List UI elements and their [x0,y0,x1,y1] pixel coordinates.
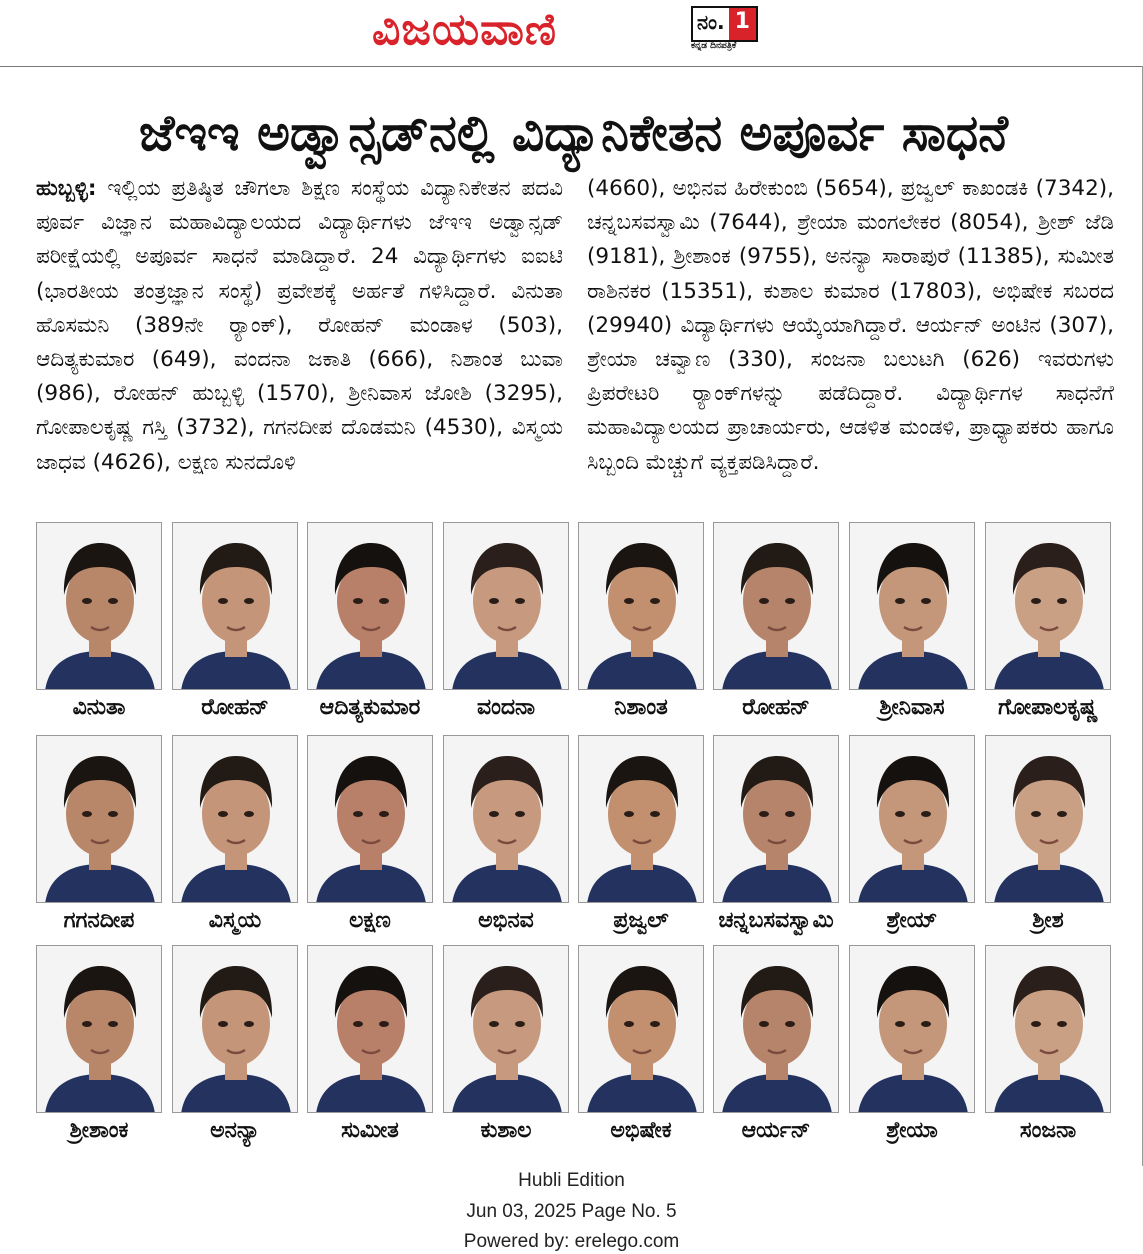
student-photo [849,945,975,1113]
student-photo [985,945,1111,1113]
student-photo [985,735,1111,903]
student-name: ಅಭಿನವ [478,908,534,933]
article-headline: ಜೆಇಇ ಅಡ್ವಾನ್ಸಡ್‌ನಲ್ಲಿ ವಿದ್ಯಾನಿಕೇತನ ಅಪೂರ್ವ ಸಾಧನೆ [138,104,1009,162]
student-photo [36,522,162,690]
badge-tagline: ಕನ್ನಡ ದಿನಪತ್ರಿಕೆ [691,41,737,51]
student-photo [443,945,569,1113]
student-name: ವಿನುತಾ [72,695,126,720]
student-photo [713,945,839,1113]
masthead [0,0,1143,62]
student-photo [713,735,839,903]
student-name: ರೋಹನ್ [742,695,810,720]
badge-number: 1 [729,8,756,40]
student-name: ಸುಮೀತ [341,1118,399,1143]
student-photo [578,735,704,903]
student-photo [849,735,975,903]
column-1-text: ಇಲ್ಲಿಯ ಪ್ರತಿಷ್ಠಿತ ಚೌಗಲಾ ಶಿಕ್ಷಣ ಸಂಸ್ಥೆಯ ವಿದ್ಯಾನಿಕೇತನ ಪದವಿ ಪೂರ್ವ ವಿಜ್ಞಾನ ಮಹಾವಿದ್ಯಾಲಯದ ವಿದ್ಯಾರ್ಥಿಗಳು ಜೆಇಇ ಅಡ್ವಾನ್ಸಡ್ ಪರೀಕ್ಷೆಯಲ್ಲಿ ಅಪೂರ್ವ ಸಾಧನೆ ಮಾಡಿದ್ದಾರೆ. 24 ವಿದ್ಯಾರ್ಥಿಗಳು ಐಐಟಿ (ಭಾರತೀಯ ತಂತ್ರಜ್ಞಾನ ಸಂಸ್ಥೆ) ಪ್ರವೇಶಕ್ಕೆ ಅರ್ಹತೆ ಗಳಿಸಿದ್ದಾರೆ. ವಿನುತಾ ಹೊಸಮನಿ (389ನೇ ರ‍್ಯಾಂಕ್), ರೋಹನ್ ಮಂಡಾಳ (503), ಆದಿತ್ಯಕುಮಾರ (649), ವಂದನಾ ಜಕಾತಿ (666), ನಿಶಾಂತ ಬುವಾ (986), ರೋಹನ್ ಹುಬ್ಬಳ್ಳಿ (1570), ಶ್ರೀನಿವಾಸ ಜೋಶಿ (3295), ಗೋಪಾಲಕೃಷ್ಣ ಗಸ್ತಿ (3732), ಗಗನದೀಪ ದೊಡಮನಿ (4530), ವಿಸ್ಮಯ ಜಾಧವ (4626), ಲಕ್ಷಣ ಸುನದೊಳಿ [36,176,563,475]
student-name: ವಂದನಾ [476,695,536,720]
student-name: ರೋಹನ್ [201,695,269,720]
student-name: ಶ್ರೇಯಾ [886,1118,938,1143]
footer-edition: Hubli Edition [518,1170,625,1191]
student-name: ಗೋಪಾಲಕೃಷ್ಣ [998,695,1098,720]
student-photo [849,522,975,690]
student-name: ಅನನ್ಯಾ [210,1118,260,1143]
student-photo [172,522,298,690]
student-photo [985,522,1111,690]
masthead-divider [0,66,1143,67]
student-photo [307,522,433,690]
student-name: ಶ್ರೇಯ್ [886,908,938,933]
footer-date-page: Jun 03, 2025 Page No. 5 [466,1201,677,1222]
student-name: ಗಗನದೀಪ [63,908,135,933]
student-photo [578,522,704,690]
student-photo [36,735,162,903]
article-column-1 [36,172,563,480]
student-name: ಅಭಿಷೇಕ [610,1118,672,1143]
student-name: ಸಂಜನಾ [1019,1118,1077,1143]
student-photo [307,945,433,1113]
student-name: ವಿಸ್ಮಯ [208,908,262,933]
student-name: ಪ್ರಜ್ವಲ್ [613,908,669,933]
student-photo [713,522,839,690]
student-name: ಶ್ರೀನಿವಾಸ [879,695,945,720]
student-photo [578,945,704,1113]
student-name: ಚನ್ನಬಸವಸ್ವಾಮಿ [718,908,834,933]
student-name: ಶ್ರೀಶಾಂಕ [69,1118,129,1143]
footer-powered-by: Powered by: erelego.com [463,1231,680,1252]
student-name: ಶ್ರೀಶ [1032,908,1064,933]
number-one-badge [691,6,773,50]
student-name: ಆದಿತ್ಯಕುಮಾರ [319,695,421,720]
article-column-2 [587,172,1114,480]
student-name: ನಿಶಾಂತ [614,695,668,720]
student-photo [172,945,298,1113]
badge-box [691,6,758,42]
student-photo [172,735,298,903]
badge-prefix: ನಂ. [693,8,729,40]
student-name: ಕುಶಾಲ [480,1118,532,1143]
student-name: ಆರ್ಯನ್ [741,1118,811,1143]
student-photo [443,735,569,903]
student-photo [36,945,162,1113]
dateline: ಹುಬ್ಬಳ್ಳಿ: [36,176,97,201]
newspaper-logo: ವಿಜಯವಾಣಿ [372,4,558,55]
column-2-text: (4660), ಅಭಿನವ ಹಿರೇಕುಂಬಿ (5654), ಪ್ರಜ್ವಲ್ ಕಾಖಂಡಕಿ (7342), ಚನ್ನಬಸವಸ್ವಾಮಿ (7644), ಶ್ರೇಯಾ ಮಂಗಲೇಕರ (8054), ಶ್ರೀಶ್ ಜೆಡಿ (9181), ಶ್ರೀಶಾಂಕ (9755), ಅನನ್ಯಾ ಸಾರಾಪುರೆ (11385), ಸುಮೀತ ರಾಶಿನಕರ (15351), ಕುಶಾಲ ಕುಮಾರ (17803), ಅಭಿಷೇಕ ಸಬರದ (29940) ವಿದ್ಯಾರ್ಥಿಗಳು ಆಯ್ಕೆಯಾಗಿದ್ದಾರೆ. ಆರ್ಯನ್ ಅಂಟಿನ (307), ಶ್ರೇಯಾ ಚವ್ವಾಣ (330), ಸಂಜನಾ ಬಲುಟಗಿ (626) ಇವರುಗಳು ಪ್ರಿಪರೇಟರಿ ರ‍್ಯಾಂಕ್‌ಗಳನ್ನು ಪಡೆದಿದ್ದಾರೆ. ವಿದ್ಯಾರ್ಥಿಗಳ ಸಾಧನೆಗೆ ಮಹಾವಿದ್ಯಾಲಯದ ಪ್ರಾಚಾರ್ಯರು, ಆಡಳಿತ ಮಂಡಳಿ, ಪ್ರಾಧ್ಯಾಪಕರು ಹಾಗೂ ಸಿಬ್ಬಂದಿ ಮೆಚ್ಚುಗೆ ವ್ಯಕ್ತಪಡಿಸಿದ್ದಾರೆ. [587,176,1114,475]
student-name: ಲಕ್ಷಣ [349,908,391,933]
student-photo [443,522,569,690]
student-photo [307,735,433,903]
